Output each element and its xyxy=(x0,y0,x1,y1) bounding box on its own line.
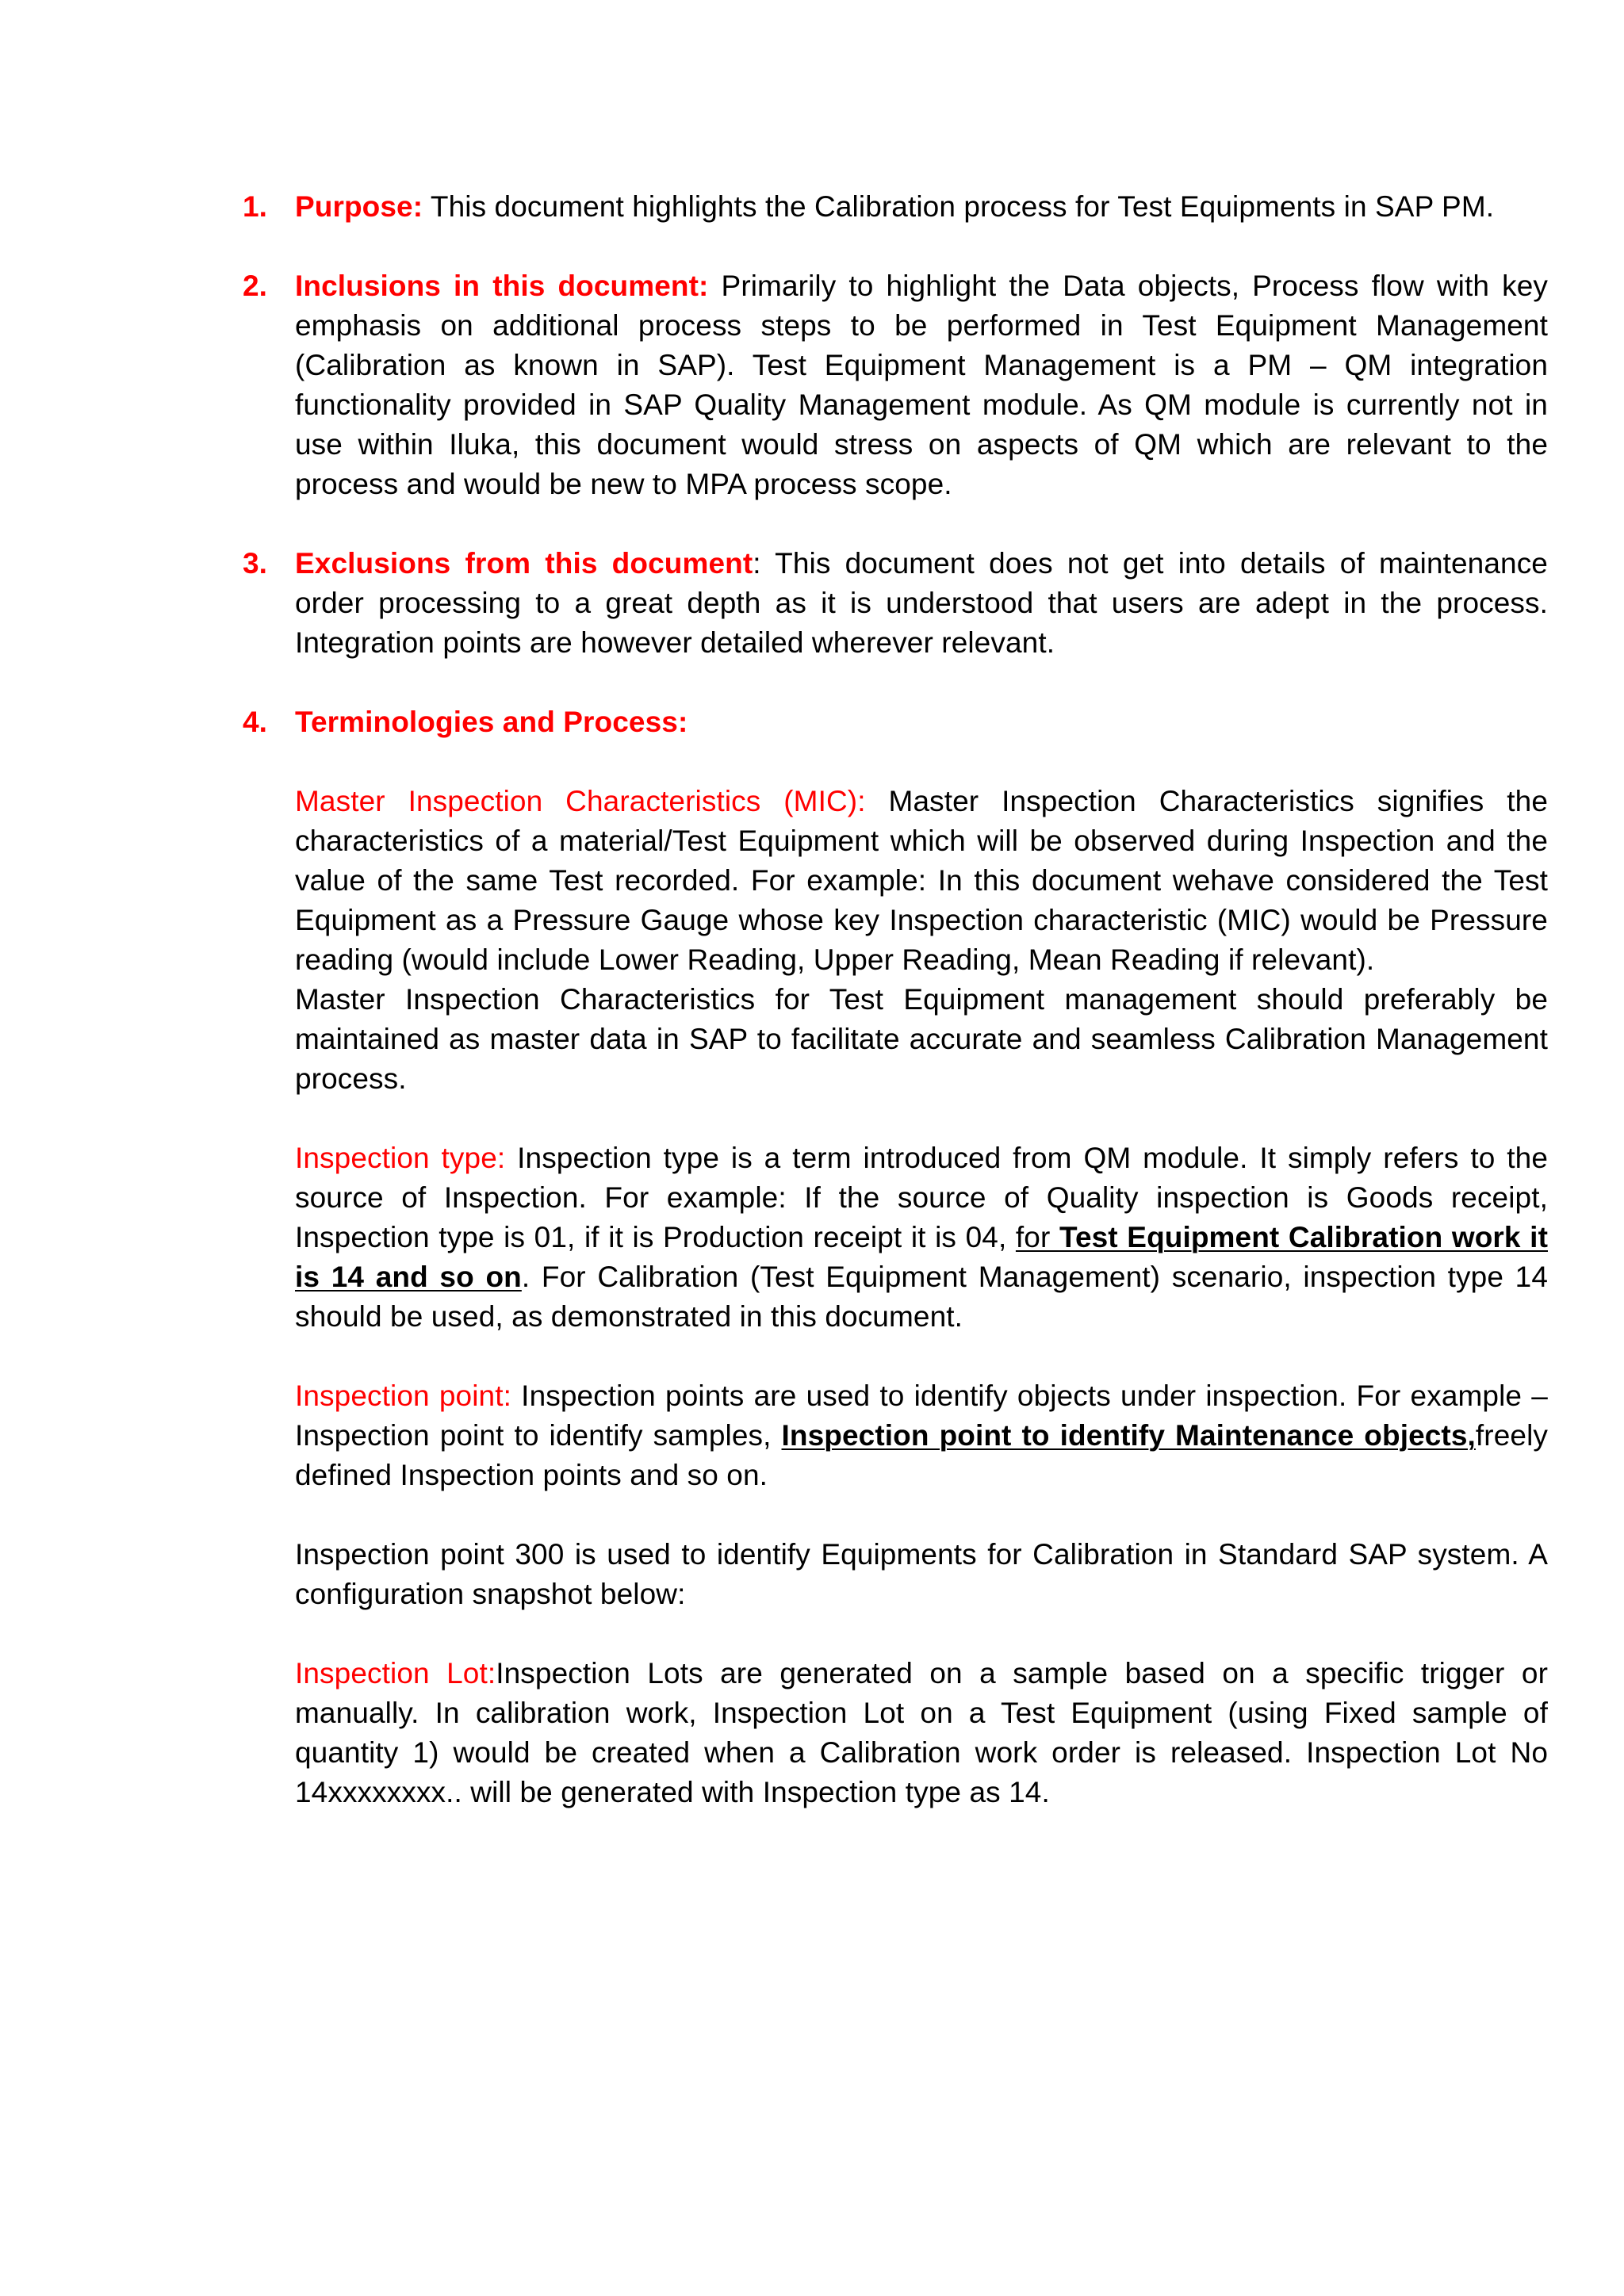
term-text: Master Inspection Characteristics signifies the characteristics of a material/Test Equipment which will be observed during Inspection and the value of the same Test recorded. For example: In this document wehave considered the Test Equipment as a Pressure Gauge whose key Inspection characteristic (MIC) would be Pressure reading (would include Lower Reading, Upper Reading, Mean Reading if relevant). xyxy=(295,785,1548,976)
section-exclusions xyxy=(243,544,1548,663)
term-label: Master Inspection Characteristics (MIC): xyxy=(295,785,866,817)
section-paragraph xyxy=(295,187,1548,227)
section-number: 4. xyxy=(243,706,268,738)
term-label: Inspection point: xyxy=(295,1380,511,1412)
term-text: Inspection Lots are generated on a sample based on a specific trigger or manually. In calibration work, Inspection Lot on a Test Equipment (using Fixed sample of quantity 1) would be created when a Calibration work order is released. Inspection Lot No 14xxxxxxxx.. will be generated with Inspection type as 14. xyxy=(295,1657,1548,1808)
term-mic xyxy=(243,782,1548,980)
section-text: : This document does not get into details of maintenance order processing to a great depth as it is understood that users are adept in the process. Integration points are however detailed wherever relevant. xyxy=(295,547,1548,659)
inspection-point-note: Inspection point 300 is used to identify Equipments for Calibration in Standard SAP system. A configuration snapshot below: xyxy=(295,1538,1548,1610)
term-text: Inspection points are used to identify objects under inspection. For example – Inspection point to identify samples, xyxy=(295,1380,1548,1452)
underlined-text: for xyxy=(1015,1221,1059,1253)
section-number: 1. xyxy=(243,190,268,223)
section-paragraph xyxy=(295,266,1548,504)
term-text: Inspection type is a term introduced from QM module. It simply refers to the source of Inspection. For example: If the source of Quality inspection is Goods receipt, Inspection type is 01, if it is Production receipt it is 04, xyxy=(295,1142,1548,1253)
underlined-bold-text: Test Equipment Calibration work it is 14 and so on xyxy=(295,1221,1548,1293)
term-inspection-type xyxy=(243,1138,1548,1337)
document-body xyxy=(243,187,1548,1852)
term-inspection-lot xyxy=(243,1654,1548,1812)
section-text: Primarily to highlight the Data objects, Process flow with key emphasis on additional process steps to be performed in Test Equipment Management (Calibration as known in SAP). Test Equipment Management is a PM – QM integration functionality provided in SAP Quality Management module. As QM module is currently not in use within Iluka, this document would stress on aspects of QM which are relevant to the process and would be new to MPA process scope. xyxy=(295,270,1548,500)
section-number: 3. xyxy=(243,547,268,580)
underlined-bold-text: Inspection point to identify Maintenance objects, xyxy=(781,1419,1476,1452)
section-heading: Purpose: xyxy=(295,190,423,223)
section-heading: Terminologies and Process: xyxy=(295,706,688,738)
section-inclusions xyxy=(243,266,1548,504)
term-inspection-point xyxy=(243,1376,1548,1495)
section-text: This document highlights the Calibration process for Test Equipments in SAP PM. xyxy=(423,190,1495,223)
section-heading: Inclusions in this document: xyxy=(295,270,709,302)
section-paragraph xyxy=(295,702,1548,742)
section-number: 2. xyxy=(243,270,268,302)
section-terminologies xyxy=(243,702,1548,742)
term-label: Inspection type: xyxy=(295,1142,506,1174)
term-label: Inspection Lot: xyxy=(295,1657,496,1689)
section-purpose xyxy=(243,187,1548,227)
section-heading: Exclusions from this document xyxy=(295,547,753,580)
term-mic-followup: Master Inspection Characteristics for Test Equipment management should preferably be maintained as master data in SAP to facilitate accurate and seamless Calibration Management process. xyxy=(295,983,1548,1095)
section-paragraph xyxy=(295,544,1548,663)
term-text: . For Calibration (Test Equipment Management) scenario, inspection type 14 should be used, as demonstrated in this document. xyxy=(295,1261,1548,1333)
term-text: freely defined Inspection points and so on. xyxy=(295,1419,1548,1491)
